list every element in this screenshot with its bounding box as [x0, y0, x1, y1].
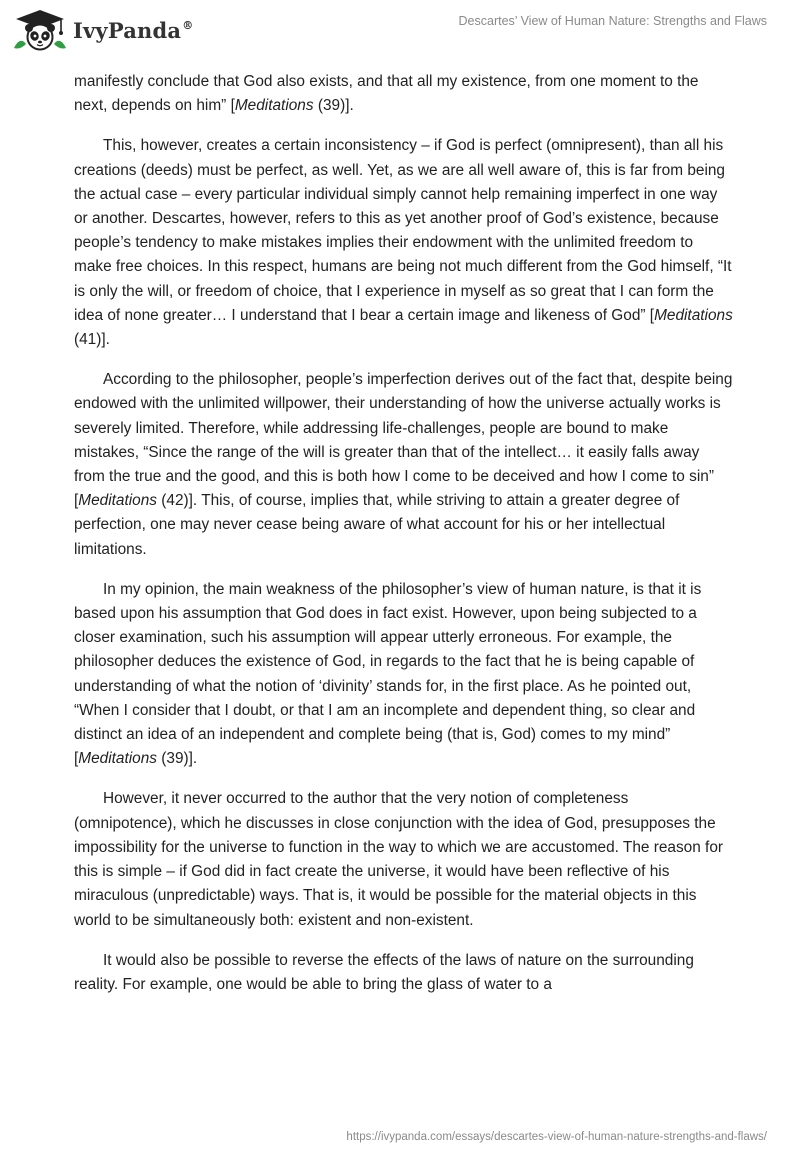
- document-title: Descartes’ View of Human Nature: Strengths and Flaws: [458, 14, 767, 28]
- panda-graduate-icon: [12, 8, 68, 52]
- citation-title: Meditations: [78, 492, 157, 510]
- paragraph-1: manifestly conclude that God also exists, and that all my existence, from one moment to the next, depends on him” [Meditations (39)].: [74, 73, 699, 115]
- citation-title: Meditations: [234, 97, 314, 115]
- citation-title: Meditations: [654, 306, 733, 324]
- paragraph-5: However, it never occurred to the author that the very notion of completeness (omnipotence), which he discusses in close conjunction with the idea of God, presupposes the impossibility for the universe to function in the way to which we are accustomed. The reason for this is simple – if God did in fact create the universe, it would have been reflective of his miraculous (unpredictable) ways. That is, it would be possible for the material objects in this world to be simultaneously both: existent and non-existent.: [74, 790, 724, 929]
- page-header: [0, 0, 800, 66]
- brand-logo[interactable]: [12, 8, 193, 52]
- essay-body: [74, 70, 734, 1013]
- paragraph-3: According to the philosopher, people’s imperfection derives out of the fact that, despite being endowed with the unlimited willpower, their understanding of how the universe actually works is severely limited. Therefore, while addressing life-challenges, people are bound to make mistakes, “Since the range of the will is greater than that of the intellect… it easily falls away from the true and the good, and this is both how I come to be deceived and how I come to sin” [Meditations (42)]. This, of course, implies that, while striving to attain a greater degree of perfection, one may never cease being aware of what account for his or her intellectual limitations.: [74, 371, 733, 558]
- paragraph-2: This, however, creates a certain inconsistency – if God is perfect (omnipresent), than all his creations (deeds) must be perfect, as well. Yet, as we are all well aware of, this is far from being the actual case – every particular individual simply cannot help remaining imperfect in one way or another. Descartes, however, refers to this as yet another proof of God’s existence, because people’s tendency to make mistakes implies their endowment with the unlimited freedom to make free choices. In this respect, humans are being not much different from the God himself, “It is only the will, or freedom of choice, that I experience in myself as so great that I can form the idea of none greater… I understand that I bear a certain image and likeness of God” [Meditations (41)].: [74, 137, 733, 349]
- paragraph-4: In my opinion, the main weakness of the philosopher’s view of human nature, is that it is based upon his assumption that God does in fact exist. However, upon being subjected to a closer examination, such his assumption will appear utterly erroneous. For example, the philosopher deduces the existence of God, in regards to the fact that he is being capable of understanding of what the notion of ‘divinity’ stands for, in the first place. As he pointed out, “When I consider that I doubt, or that I am an incomplete and dependent thing, so clear and distinct an idea of an independent and complete being (that is, God) comes to my mind” [Meditations (39)].: [74, 580, 702, 768]
- citation-title: Meditations: [78, 750, 157, 768]
- brand-name: IvyPanda®: [73, 17, 194, 43]
- paragraph-6: It would also be possible to reverse the effects of the laws of nature on the surrounding reality. For example, one would be able to bring the glass of water to a: [74, 951, 694, 993]
- source-url[interactable]: https://ivypanda.com/essays/descartes-view-of-human-nature-strengths-and-flaws/: [346, 1131, 767, 1143]
